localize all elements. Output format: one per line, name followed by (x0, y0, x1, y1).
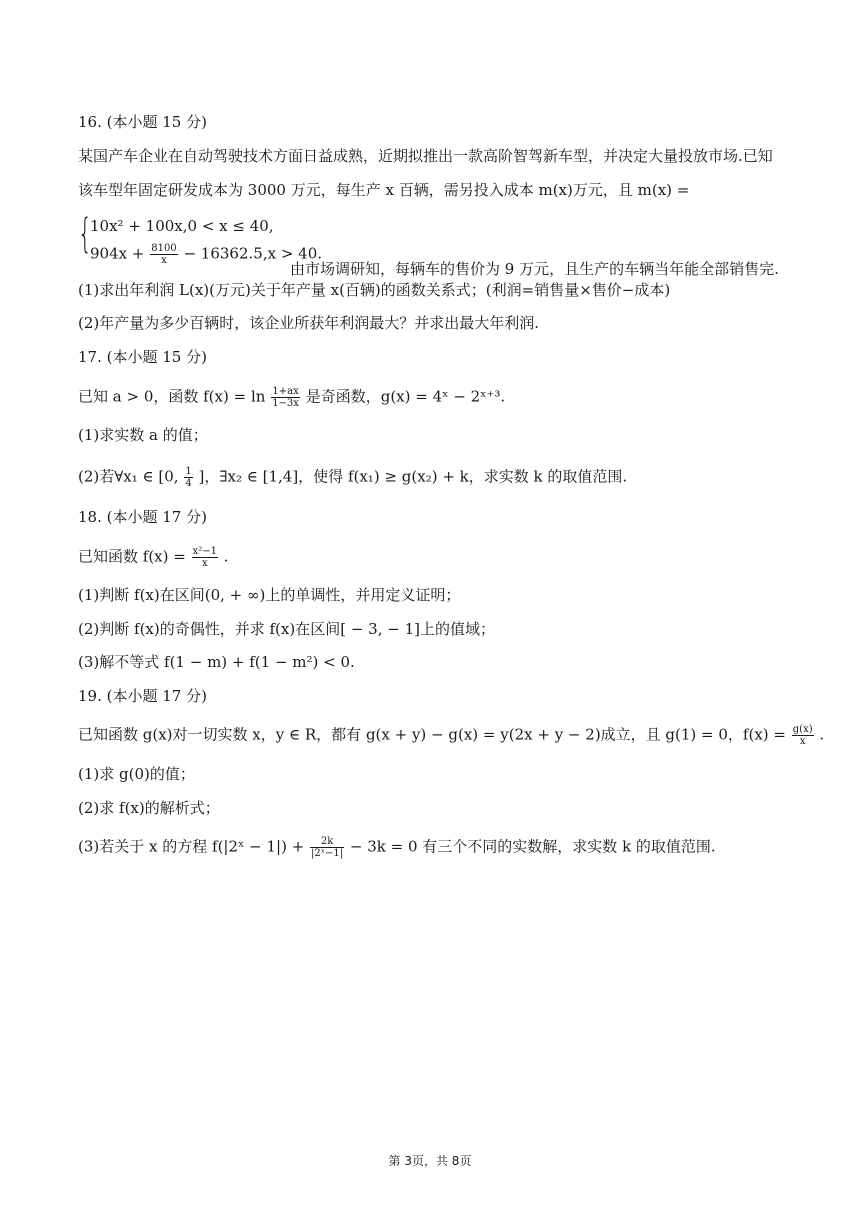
q19-s3-part-a: (3)若关于 x 的方程 f(|2ˣ − 1|) + (78, 837, 305, 856)
q18-subquestion-1: (1)判断 f(x)在区间(0, + ∞)上的单调性，并用定义证明； (78, 586, 461, 604)
fraction-numerator: g(x) (792, 724, 813, 735)
q17-subquestion-1: (1)求实数 a 的值； (78, 426, 208, 444)
piecewise-brace: { (78, 211, 92, 257)
q19-subquestion-1: (1)求 g(0)的值； (78, 765, 195, 783)
q17-log-fraction (271, 386, 300, 409)
fraction-numerator: 1 (185, 466, 192, 477)
q17-s2-part-a: (2)若∀x₁ ∈ [0, (78, 467, 179, 486)
q17-quarter-fraction (184, 466, 192, 489)
q19-function-fraction (792, 724, 814, 747)
fraction-denominator: x (799, 736, 806, 747)
q16-case2-part-b: − 16362.5,x > 40. (183, 244, 323, 263)
q16-subquestion-1: (1)求出年利润 L(x)(万元)关于年产量 x(百辆)的函数关系式；(利润=销售量×售价−成本) (78, 281, 671, 299)
fraction-denominator: 4 (185, 478, 192, 489)
fraction-denominator: 1−3x (272, 398, 299, 409)
q18-header: 18. (本小题 17 分) (78, 508, 207, 526)
q17-header: 17. (本小题 15 分) (78, 348, 207, 366)
q18-function-fraction (192, 546, 218, 569)
q16-after-cases: 由市场调研知，每辆车的售价为 9 万元，且生产的车辆当年能全部销售完. (290, 260, 779, 278)
q18-subquestion-2: (2)判断 f(x)的奇偶性，并求 f(x)在区间[ − 3, − 1]上的值域； (78, 620, 495, 638)
q16-case-1: 10x² + 100x,0 < x ≤ 40, (90, 217, 274, 235)
q18-p1-part-b: . (223, 547, 229, 566)
q19-k-fraction (310, 836, 344, 859)
fraction-denominator: x (161, 255, 167, 266)
q19-subquestion-3 (78, 836, 790, 859)
q19-p1-part-a: 已知函数 g(x)对一切实数 x，y ∈ R，都有 g(x + y) − g(x) = y(2x + y − 2)成立，且 g(1) = 0，f(x) = (78, 725, 786, 744)
q17-p1-part-a: 已知 a > 0，函数 f(x) = ln (78, 387, 266, 406)
q16-case-2 (90, 243, 322, 266)
q16-header: 16. (本小题 15 分) (78, 113, 207, 131)
fraction-numerator: 1+ax (272, 386, 299, 397)
q16-case2-part-a: 904x + (90, 244, 145, 263)
page-footer: 第 3页，共 8页 (388, 1154, 472, 1168)
q16-paragraph-2: 该车型年固定研发成本为 3000 万元，每生产 x 百辆，需另投入成本 m(x)万元，且 m(x) = (78, 181, 690, 199)
fraction-numerator: 2k (310, 836, 344, 848)
q19-header: 19. (本小题 17 分) (78, 687, 207, 705)
q19-subquestion-2: (2)求 f(x)的解析式； (78, 799, 220, 817)
q18-p1-part-a: 已知函数 f(x) = (78, 547, 186, 566)
q19-paragraph-1 (78, 724, 825, 747)
fraction-numerator: x²−1 (192, 546, 217, 557)
q19-s3-part-b: − 3k = 0 有三个不同的实数解，求实数 k 的取值范围. (349, 837, 716, 856)
fraction-numerator: 8100 (151, 243, 177, 254)
q16-paragraph-1: 某国产车企业在自动驾驶技术方面日益成熟，近期拟推出一款高阶智驾新车型，并决定大量投放市场.已知 (78, 147, 773, 165)
q17-paragraph-1 (78, 386, 790, 409)
q18-paragraph-1 (78, 546, 790, 569)
q16-case2-fraction (150, 243, 177, 266)
q16-subquestion-2: (2)年产量为多少百辆时，该企业所获年利润最大？并求出最大年利润. (78, 314, 540, 332)
q17-subquestion-2 (78, 466, 790, 489)
q17-p1-part-b: 是奇函数，g(x) = 4ˣ − 2ˣ⁺³. (305, 387, 506, 406)
fraction-denominator: |2ˣ−1| (311, 848, 344, 859)
q19-p1-part-b: . (819, 725, 825, 744)
q17-s2-part-b: ]，∃x₂ ∈ [1,4]，使得 f(x₁) ≥ g(x₂) + k，求实数 k 的取值范围. (198, 467, 628, 486)
fraction-denominator: x (201, 558, 208, 569)
q18-subquestion-3: (3)解不等式 f(1 − m) + f(1 − m²) < 0. (78, 653, 355, 671)
